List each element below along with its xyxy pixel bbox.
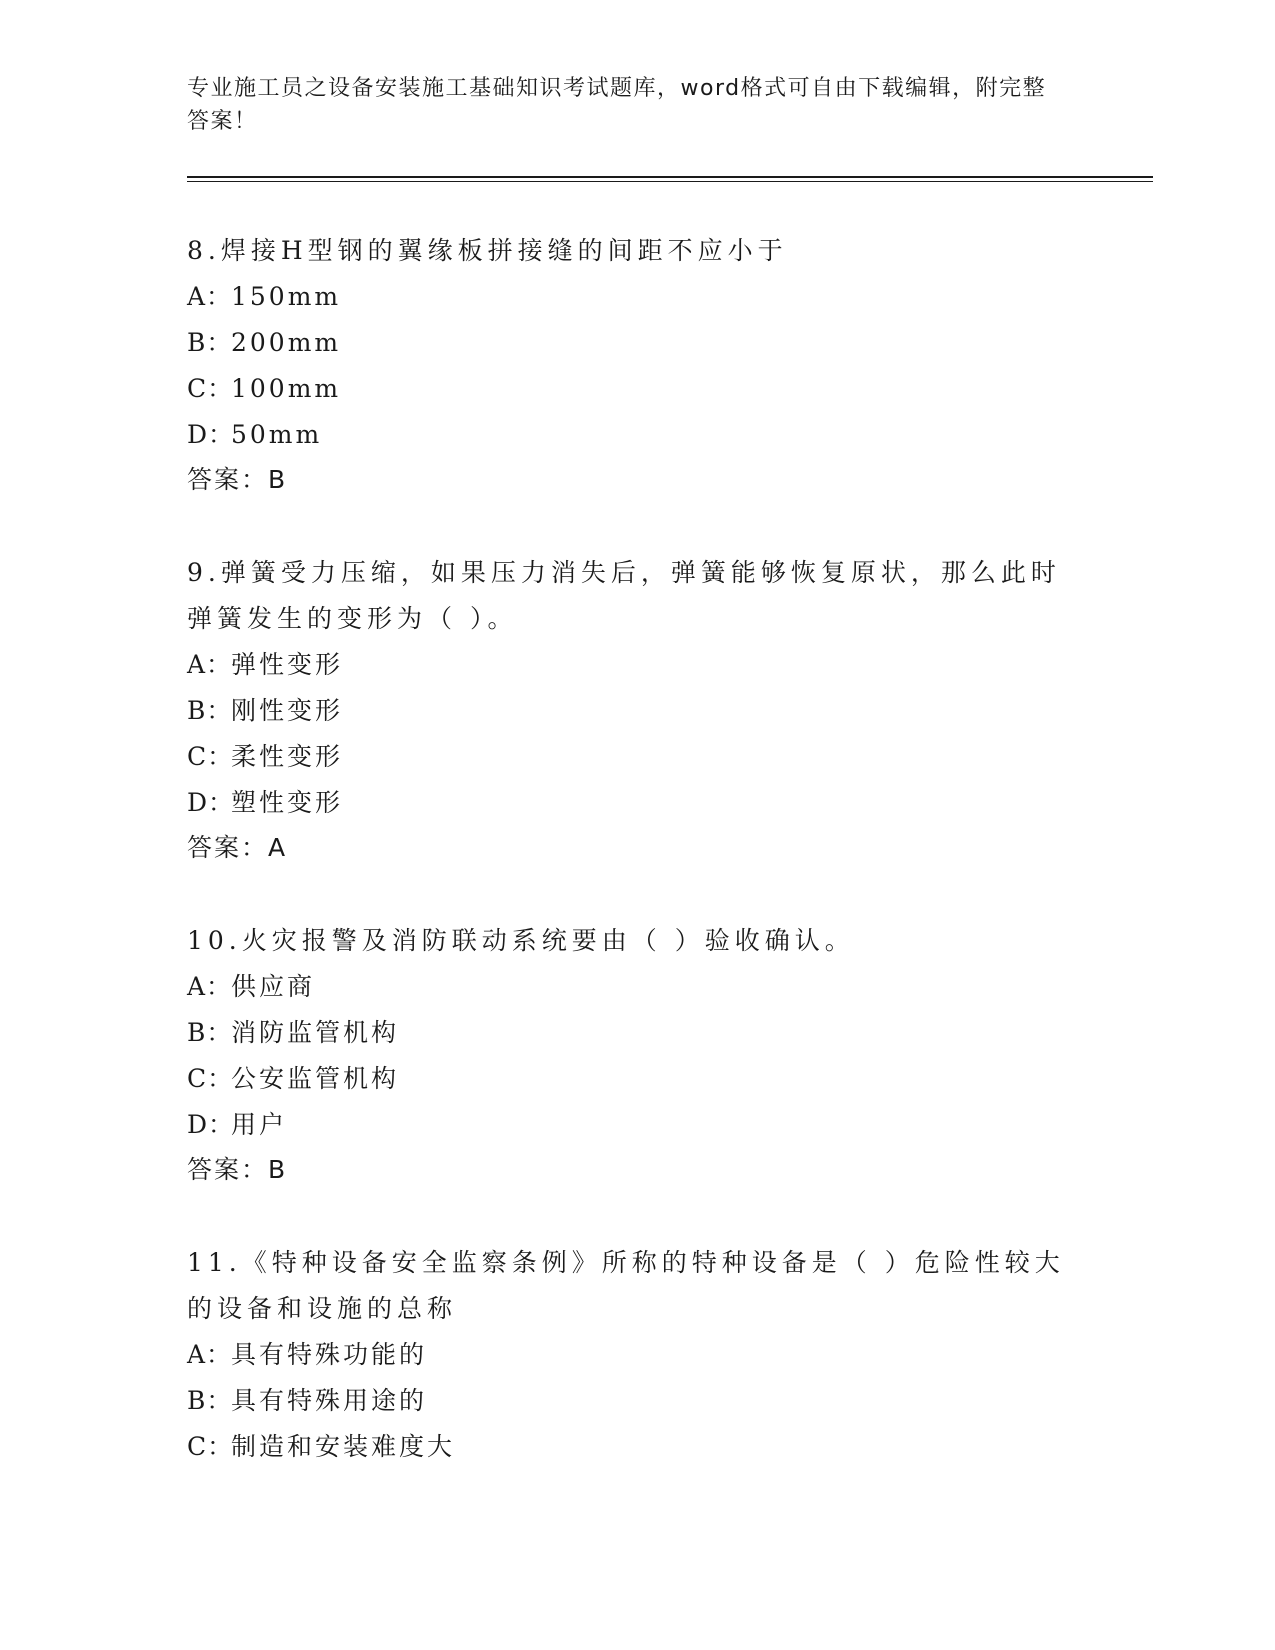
question-stem: 8.焊接H型钢的翼缘板拼接缝的间距不应小于 xyxy=(187,236,788,265)
question-9 xyxy=(187,550,1067,870)
option-text: 刚性变形 xyxy=(231,696,344,725)
header-divider-thin xyxy=(187,181,1153,182)
option-c xyxy=(187,734,1067,780)
option-key: A： xyxy=(187,1340,233,1369)
option-text: 50mm xyxy=(231,420,323,449)
option-text: 塑性变形 xyxy=(231,788,344,817)
header-divider-thick xyxy=(187,176,1153,178)
option-d xyxy=(187,1102,1067,1148)
option-text: 弹性变形 xyxy=(231,650,344,679)
option-b xyxy=(187,688,1067,734)
option-key: D： xyxy=(187,788,235,817)
option-key: B： xyxy=(187,328,233,357)
answer-line: 答案：A xyxy=(187,833,288,862)
option-text: 用户 xyxy=(231,1110,288,1139)
option-d xyxy=(187,780,1067,826)
option-a xyxy=(187,642,1067,688)
option-text: 200mm xyxy=(231,328,342,357)
option-key: B： xyxy=(187,696,233,725)
answer-line: 答案：B xyxy=(187,465,288,494)
option-d xyxy=(187,412,1067,458)
option-b xyxy=(187,320,1067,366)
option-key: A： xyxy=(187,650,233,679)
question-11 xyxy=(187,1240,1067,1470)
option-key: B： xyxy=(187,1386,233,1415)
option-key: C： xyxy=(187,742,234,771)
option-text: 具有特殊用途的 xyxy=(231,1386,428,1415)
option-c xyxy=(187,1056,1067,1102)
option-key: D： xyxy=(187,1110,235,1139)
option-text: 制造和安装难度大 xyxy=(231,1432,456,1461)
option-text: 消防监管机构 xyxy=(231,1018,400,1047)
option-key: C： xyxy=(187,1432,234,1461)
question-list xyxy=(187,228,1067,1518)
option-key: A： xyxy=(187,282,233,311)
document-header: 专业施工员之设备安装施工基础知识考试题库，word格式可自由下载编辑，附完整答案！ xyxy=(187,76,1047,134)
option-c xyxy=(187,1424,1067,1470)
option-text: 具有特殊功能的 xyxy=(231,1340,428,1369)
option-key: C： xyxy=(187,1064,234,1093)
option-a xyxy=(187,964,1067,1010)
option-a xyxy=(187,1332,1067,1378)
option-b xyxy=(187,1010,1067,1056)
option-key: D： xyxy=(187,420,235,449)
option-text: 100mm xyxy=(231,374,342,403)
option-c xyxy=(187,366,1067,412)
question-stem: 11.《特种设备安全监察条例》所称的特种设备是（ ）危险性较大的设备和设施的总称 xyxy=(187,1248,1065,1323)
question-8 xyxy=(187,228,1067,502)
option-text: 150mm xyxy=(231,282,342,311)
option-key: A： xyxy=(187,972,233,1001)
option-key: C： xyxy=(187,374,234,403)
question-10 xyxy=(187,918,1067,1192)
option-key: B： xyxy=(187,1018,233,1047)
question-stem: 10.火灾报警及消防联动系统要由（ ）验收确认。 xyxy=(187,926,855,955)
option-a xyxy=(187,274,1067,320)
answer-line: 答案：B xyxy=(187,1155,288,1184)
option-text: 供应商 xyxy=(231,972,316,1001)
option-b xyxy=(187,1378,1067,1424)
option-text: 公安监管机构 xyxy=(231,1064,400,1093)
option-text: 柔性变形 xyxy=(231,742,344,771)
question-stem: 9.弹簧受力压缩，如果压力消失后，弹簧能够恢复原状，那么此时弹簧发生的变形为（ ）。 xyxy=(187,558,1061,633)
